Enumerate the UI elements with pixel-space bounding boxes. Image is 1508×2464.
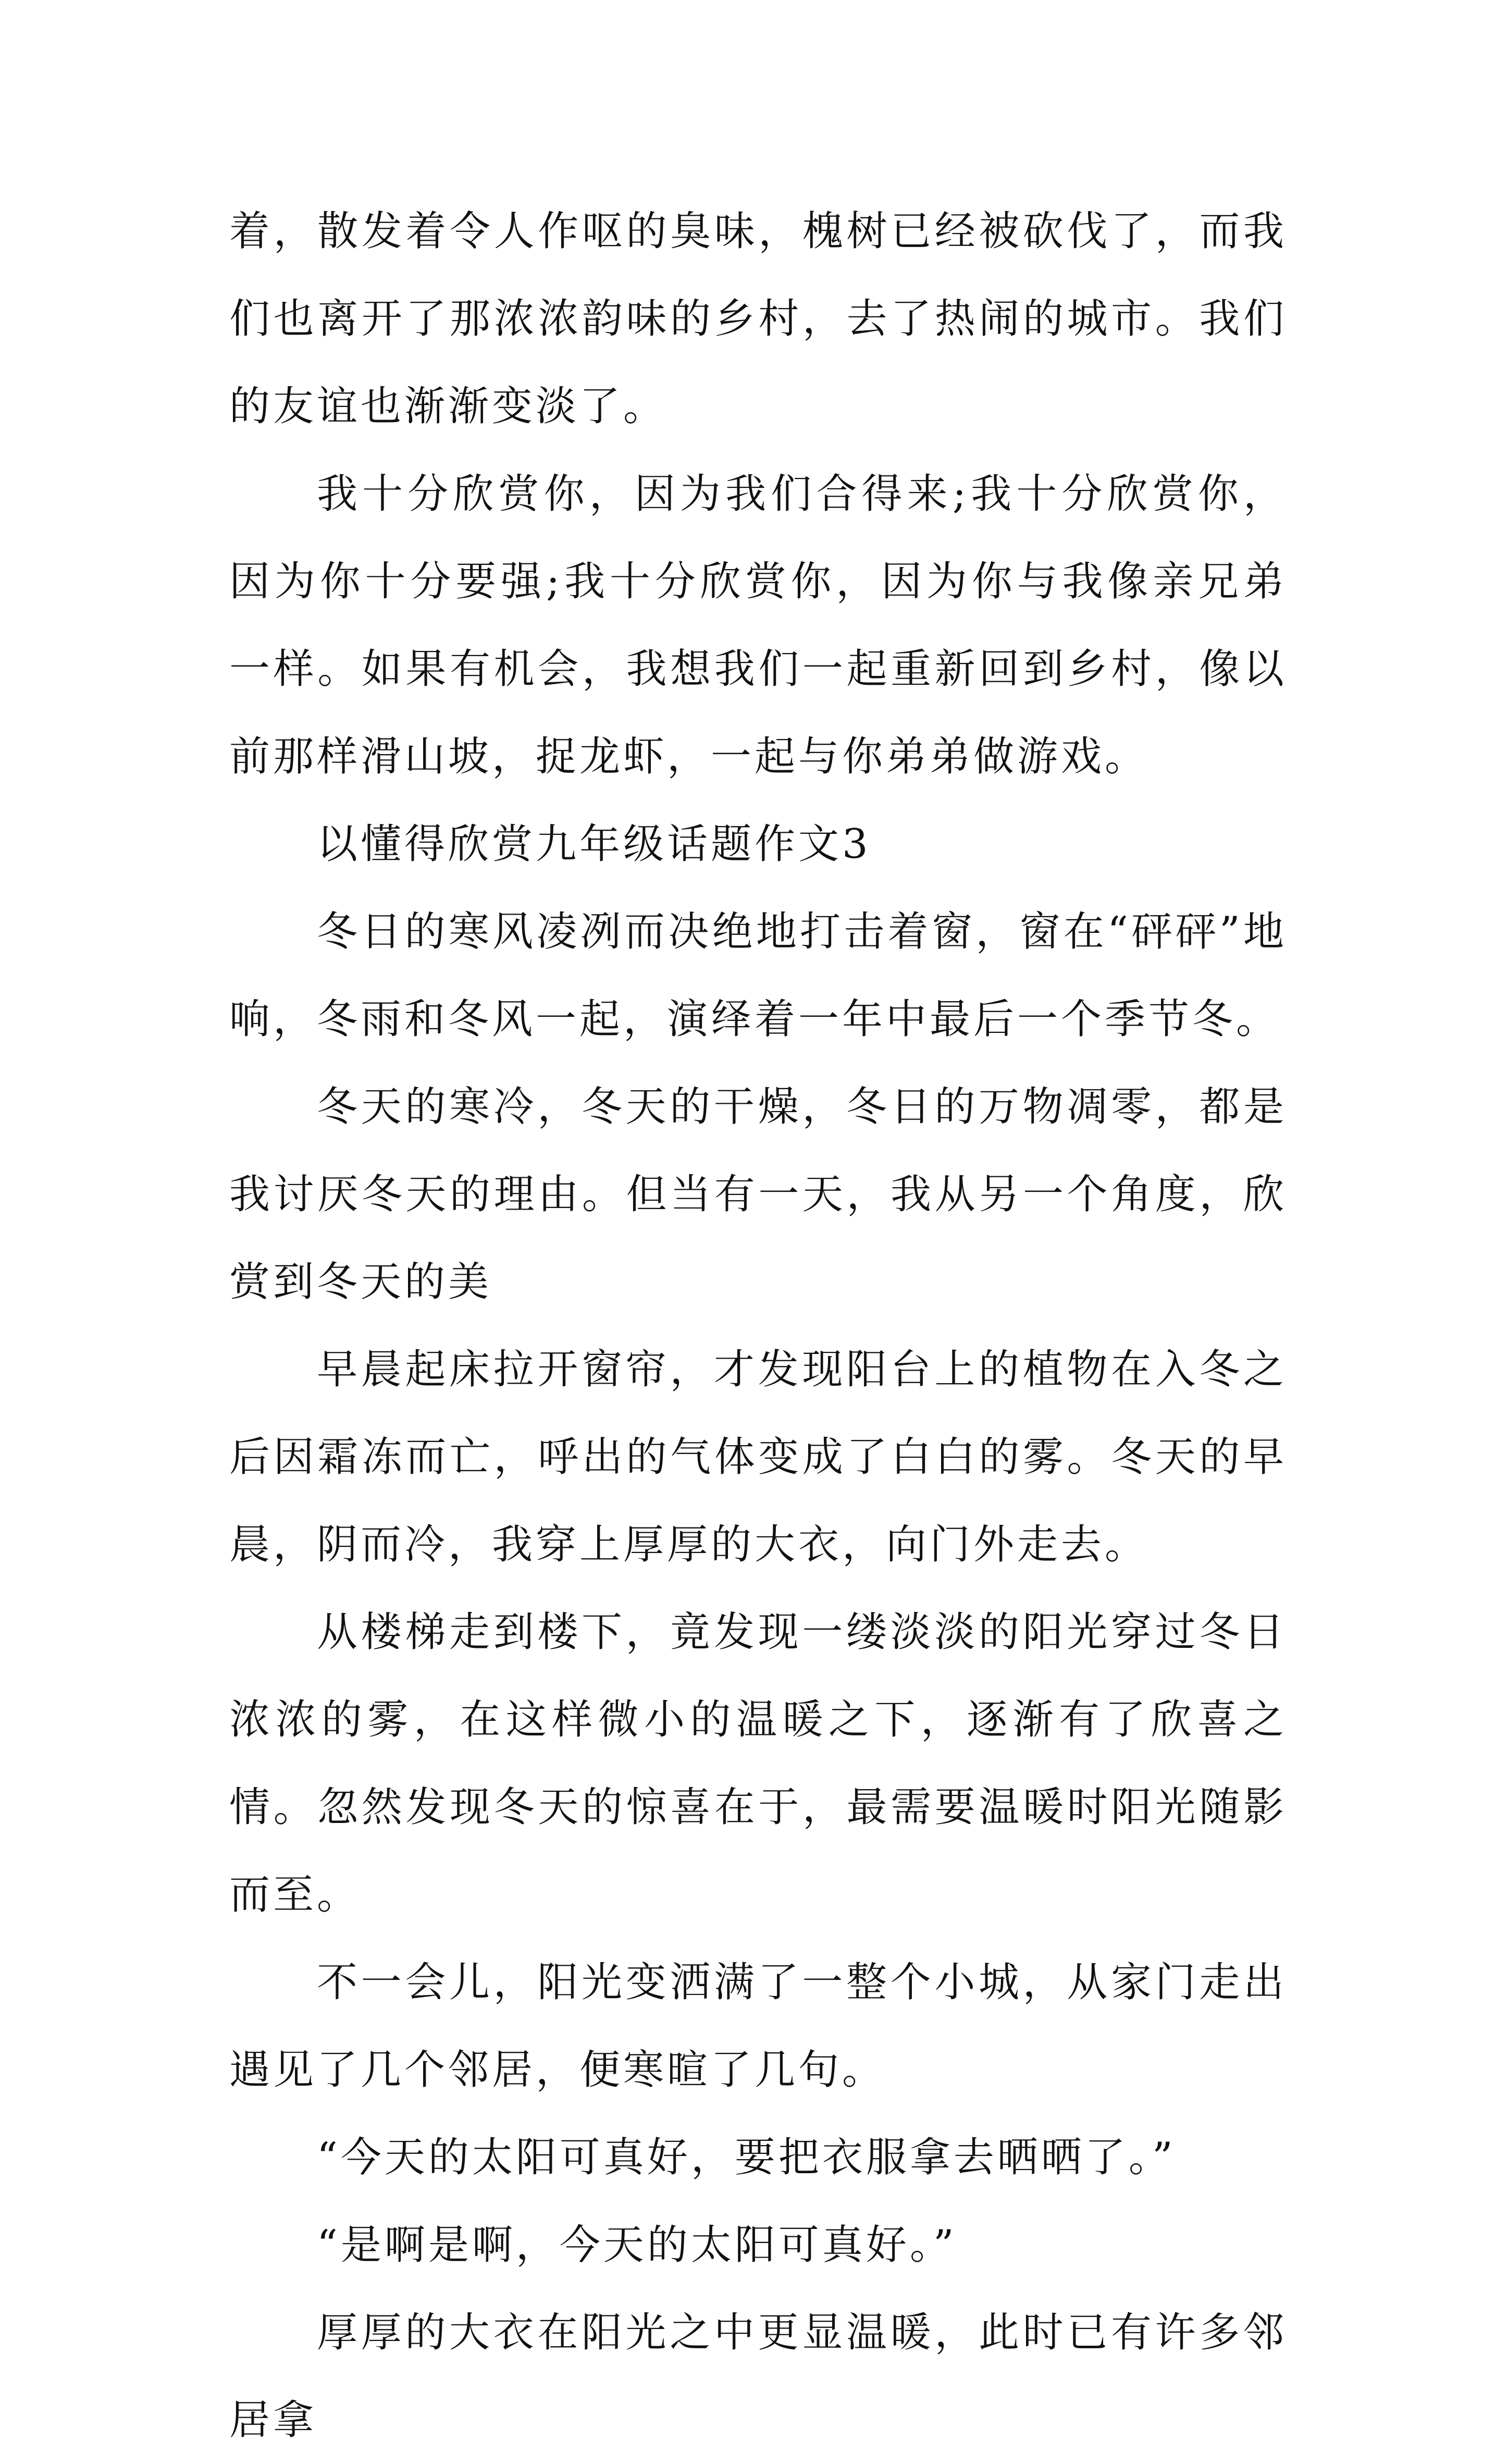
essay-heading: 以懂得欣赏九年级话题作文3 <box>317 821 871 868</box>
essay-text <box>229 188 1287 2464</box>
paragraph-stairs: 从楼梯走到楼下，竟发现一缕淡淡的阳光穿过冬日浓浓的雾，在这样微小的温暖之下，逐渐有了欣喜之情。忽然发现冬天的惊喜在于，最需要温暖时阳光随影而至。 <box>229 1609 1287 1918</box>
paragraph-morning: 早晨起床拉开窗帘，才发现阳台上的植物在入冬之后因霜冻而亡，呼出的气体变成了白白的雾。冬天的早晨，阴而冷，我穿上厚厚的大衣，向门外走去。 <box>229 1346 1287 1568</box>
dialogue-line-1: “今天的太阳可真好，要把衣服拿去晒晒了。” <box>317 2134 1176 2181</box>
paragraph-continuation: 着，散发着令人作呕的臭味，槐树已经被砍伐了，而我们也离开了那浓浓韵味的乡村，去了热闹的城市。我们的友谊也渐渐变淡了。 <box>229 208 1287 430</box>
paragraph-winter-dislike: 冬天的寒冷，冬天的干燥，冬日的万物凋零，都是我讨厌冬天的理由。但当有一天，我从另一个角度，欣赏到冬天的美 <box>229 1083 1287 1305</box>
paragraph-winter-wind: 冬日的寒风凌冽而决绝地打击着窗，窗在“砰砰”地响，冬雨和冬风一起，演绎着一年中最后一个季节冬。 <box>229 908 1287 1043</box>
dialogue-line-2: “是啊是啊，今天的太阳可真好。” <box>317 2222 957 2269</box>
paragraph-appreciation: 我十分欣赏你，因为我们合得来;我十分欣赏你，因为你十分要强;我十分欣赏你，因为你与我像亲兄弟一样。如果有机会，我想我们一起重新回到乡村，像以前那样滑山坡，捉龙虾，一起与你弟弟做游戏。 <box>229 471 1287 780</box>
paragraph-neighbors: 不一会儿，阳光变洒满了一整个小城，从家门走出遇见了几个邻居，便寒暄了几句。 <box>229 1959 1287 2093</box>
paragraph-coat: 厚厚的大衣在阳光之中更显温暖，此时已有许多邻居拿 <box>229 2309 1287 2444</box>
